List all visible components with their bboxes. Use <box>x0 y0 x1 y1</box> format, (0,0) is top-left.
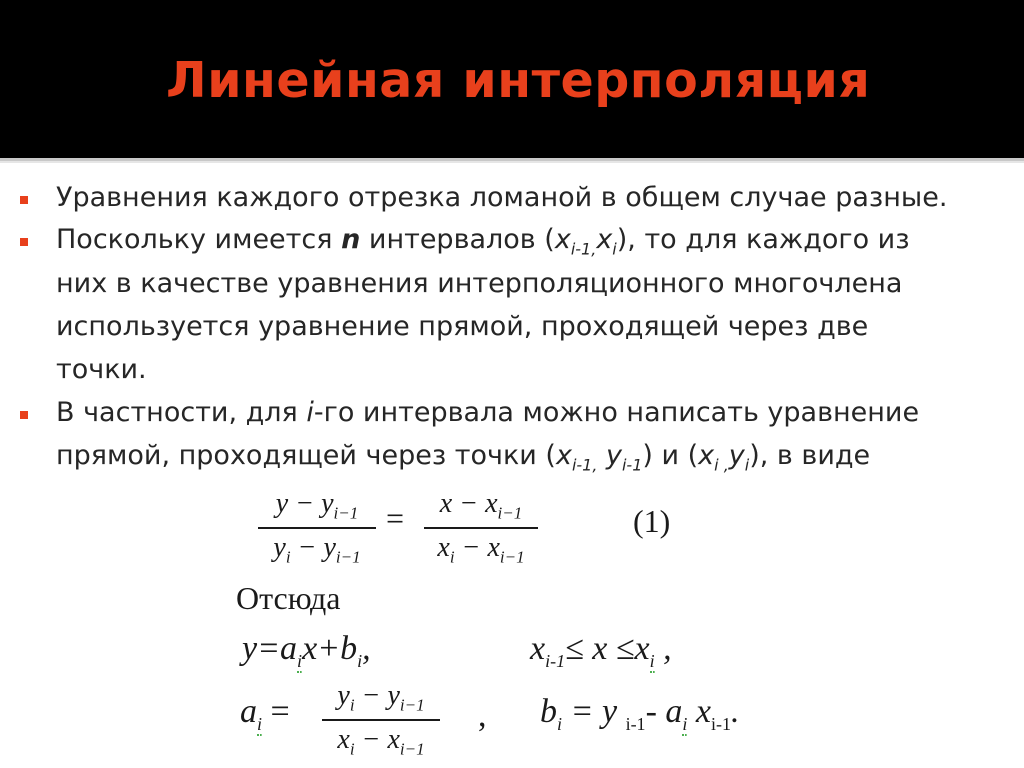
eq3-denominator <box>322 724 440 760</box>
variable-y: y <box>597 440 622 471</box>
variable-x: x <box>554 224 571 255</box>
eq3-fraction <box>322 680 440 759</box>
text-run: интервалов ( <box>360 224 555 255</box>
text-run: x+b <box>302 630 358 667</box>
eq1-right-numerator <box>424 488 538 524</box>
eq4-intercept <box>540 693 740 735</box>
text-run: x <box>530 630 546 667</box>
eq3-comma: , <box>478 697 487 734</box>
text-run: , <box>362 630 371 667</box>
text-run: − y <box>354 680 400 711</box>
bullet-2-line-3: используется уравнение прямой, проходящей через две <box>56 311 869 342</box>
text-run: = <box>262 693 290 730</box>
text-run: = y <box>562 693 626 730</box>
variable-y: y <box>728 440 745 471</box>
eq1-right-denominator <box>424 532 538 568</box>
subscript: i <box>285 547 291 567</box>
subscript: i <box>744 455 750 475</box>
text-run: − x <box>354 723 400 755</box>
text-run: y − y <box>275 488 334 519</box>
text-run: x <box>687 693 711 730</box>
subscript: i <box>257 713 263 734</box>
text-run: ≤ x ≤x <box>565 630 650 667</box>
subscript: i-1, <box>570 239 597 259</box>
text-run: − y <box>290 531 336 563</box>
eq2-range <box>530 630 672 672</box>
text-run: прямой, проходящей через точки ( <box>56 440 556 471</box>
subscript: i−1 <box>335 547 361 567</box>
text-run: b <box>540 693 557 730</box>
subscript: i−1 <box>499 547 525 567</box>
subscript: i−1 <box>399 739 425 759</box>
subscript: i-1 <box>625 713 646 734</box>
subscript: i <box>557 713 563 734</box>
eq1-left-denominator <box>258 532 376 568</box>
variable-i: i <box>306 397 314 428</box>
bullet-3-line-1 <box>56 397 919 428</box>
subscript: i-1, <box>571 455 598 475</box>
text-run: Поскольку имеется <box>56 224 342 255</box>
eq1-right-fraction <box>424 488 538 567</box>
title-bar <box>0 0 1024 158</box>
text-run: y <box>337 680 350 711</box>
subscript: i <box>449 547 455 567</box>
bullet-marker <box>20 238 28 246</box>
bullet-1-text: Уравнения каждого отрезка ломаной в общем случае разные. <box>56 182 948 213</box>
bullet-2-line-2: них в качестве уравнения интерполяционного многочлена <box>56 268 903 299</box>
variable-x: x <box>596 224 613 255</box>
bullet-2-line-1 <box>56 224 910 258</box>
text-run: . <box>731 693 740 730</box>
eq1-left-fraction <box>258 488 376 567</box>
text-run: a <box>240 693 257 730</box>
eq3-lhs <box>240 693 290 735</box>
text-run: x − x <box>439 488 498 519</box>
title-divider-shadow <box>0 161 1024 163</box>
bullet-marker <box>20 196 28 204</box>
subscript: i-1 <box>545 650 566 671</box>
variable-x: x <box>698 440 715 471</box>
variable-n: n <box>341 224 361 255</box>
fraction-bar <box>424 527 538 529</box>
subscript: i−1 <box>333 503 359 523</box>
subscript: i <box>682 713 688 734</box>
text-run: x <box>437 531 450 563</box>
eq2-linear <box>242 630 371 672</box>
fraction-bar <box>322 719 440 721</box>
text-run: В частности, для <box>56 397 307 428</box>
subscript: i−1 <box>399 695 425 715</box>
subscript: i <box>649 650 655 671</box>
bullet-3-line-2 <box>56 440 870 474</box>
subscript: i <box>357 650 363 671</box>
subscript: i−1 <box>497 503 523 523</box>
slide-title: Линейная интерполяция <box>166 52 871 109</box>
subscript: i-1 <box>711 713 731 734</box>
eq1-number: (1) <box>633 503 671 539</box>
eq3-numerator <box>322 680 440 716</box>
text-run: x <box>337 723 350 755</box>
eq1-equals: = <box>386 500 405 536</box>
fraction-bar <box>258 527 376 529</box>
subscript: i <box>612 239 617 259</box>
text-run: y=a <box>242 630 298 667</box>
variable-x: x <box>555 440 572 471</box>
text-run: − x <box>454 531 500 563</box>
bullet-2-line-4: точки. <box>56 354 147 385</box>
text-run: ), в виде <box>749 440 871 471</box>
text-run: ), то для каждого из <box>616 224 910 255</box>
text-run: , <box>654 630 672 667</box>
subscript: i <box>349 695 355 715</box>
text-run: - a <box>645 693 683 730</box>
bullet-marker <box>20 411 28 419</box>
subscript: i <box>297 650 303 671</box>
eq1-left-numerator <box>258 488 376 524</box>
text-run: -го интервала можно написать уравнение <box>313 397 920 428</box>
subscript: i-1 <box>621 455 643 475</box>
otsyuda-label: Отсюда <box>236 580 341 616</box>
subscript: i <box>349 739 355 759</box>
subscript: i , <box>714 455 729 475</box>
text-run: y <box>273 531 286 563</box>
text-run: ) и ( <box>642 440 699 471</box>
